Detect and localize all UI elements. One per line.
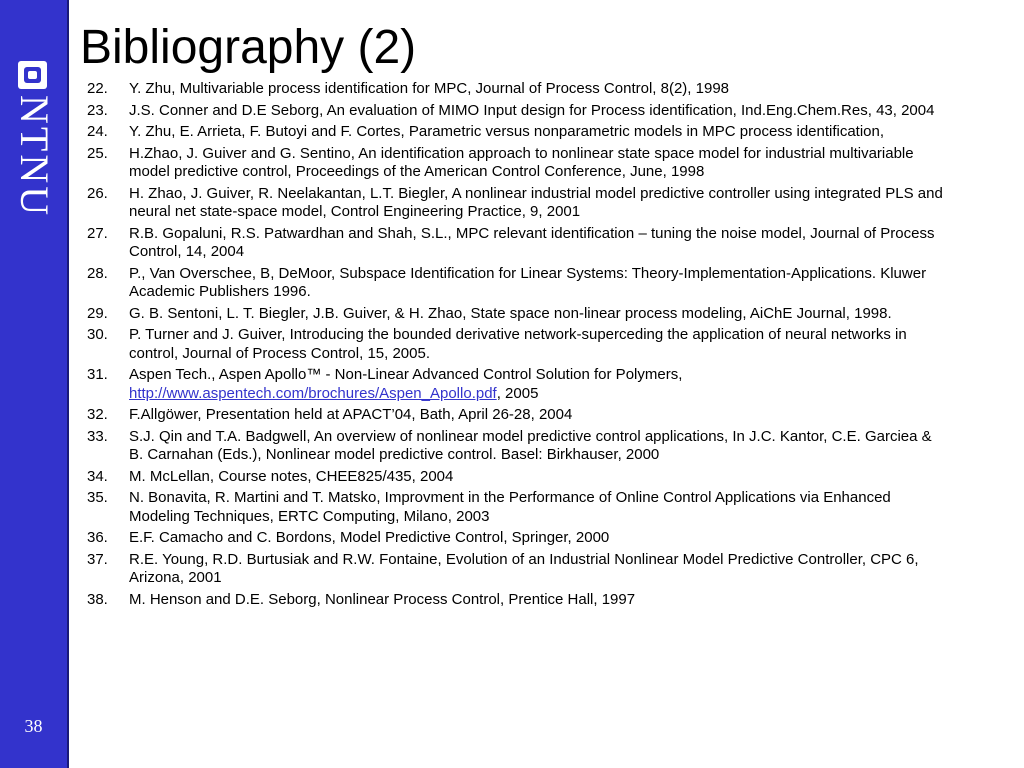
reference-number: 34. xyxy=(87,467,108,485)
reference-item xyxy=(87,185,947,222)
page-number: 38 xyxy=(24,716,43,736)
reference-citation: R.B. Gopaluni, R.S. Patwardhan and Shah, S.L., MPC relevant identification – tuning the noise model, Journal of Process Control, 14, 2004 xyxy=(129,224,935,260)
reference-citation: G. B. Sentoni, L. T. Biegler, J.B. Guiver, & H. Zhao, State space non-linear process modeling, AiChE Journal, 1998. xyxy=(129,304,892,322)
reference-text xyxy=(129,80,947,99)
reference-number: 30. xyxy=(87,326,108,343)
reference-number: 24. xyxy=(87,123,108,140)
reference-text xyxy=(129,145,947,182)
reference-citation: Y. Zhu, Multivariable process identification for MPC, Journal of Process Control, 8(2), 1998 xyxy=(129,80,729,97)
reference-item xyxy=(87,428,947,465)
reference-number: 37. xyxy=(87,550,108,568)
reference-citation: M. Henson and D.E. Seborg, Nonlinear Process Control, Prentice Hall, 1997 xyxy=(129,590,636,608)
reference-citation: Aspen Tech., Aspen Apollo™ - Non-Linear Advanced Control Solution for Polymers, xyxy=(129,366,683,383)
reference-item xyxy=(87,265,947,302)
reference-item xyxy=(87,551,947,588)
reference-citation: E.F. Camacho and C. Bordons, Model Predictive Control, Springer, 2000 xyxy=(129,529,610,546)
reference-item xyxy=(87,591,947,610)
reference-citation: Y. Zhu, E. Arrieta, F. Butoyi and F. Cortes, Parametric versus nonparametric models in MPC process identification, xyxy=(129,123,885,140)
reference-citation: S.J. Qin and T.A. Badgwell, An overview of nonlinear model predictive control applications, In J.C. Kantor, C.E. Garciea & B. Carnahan (Eds.), Nonlinear model predictive control. Basel: Birkhauser, 2000 xyxy=(129,427,932,463)
reference-text xyxy=(129,529,947,548)
reference-item xyxy=(87,225,947,262)
reference-number: 25. xyxy=(87,144,108,162)
reference-number: 27. xyxy=(87,224,108,242)
reference-item xyxy=(87,326,947,363)
reference-item xyxy=(87,529,947,548)
reference-text xyxy=(129,366,947,403)
reference-citation: M. McLellan, Course notes, CHEE825/435, 2004 xyxy=(129,467,454,485)
reference-item xyxy=(87,102,947,121)
reference-number: 22. xyxy=(87,80,108,97)
reference-item xyxy=(87,406,947,425)
reference-citation: H.Zhao, J. Guiver and G. Sentino, An identification approach to nonlinear state space model for industrial multivariable model predictive control, Proceedings of the American Control Conference, June, 1998 xyxy=(129,144,914,180)
reference-citation: J.S. Conner and D.E Seborg, An evaluation of MIMO Input design for Process identification, Ind.Eng.Chem.Res, 43, 2004 xyxy=(129,101,935,119)
reference-text xyxy=(129,123,947,142)
ntnu-logo-icon xyxy=(18,61,47,89)
ntnu-logo-text: NTNU xyxy=(12,95,57,219)
reference-number: 38. xyxy=(87,590,108,608)
reference-text xyxy=(129,468,947,487)
reference-item xyxy=(87,366,947,403)
reference-item xyxy=(87,305,947,324)
reference-number: 29. xyxy=(87,304,108,322)
reference-item xyxy=(87,489,947,526)
reference-text xyxy=(129,406,947,425)
reference-number: 26. xyxy=(87,184,108,202)
reference-number: 35. xyxy=(87,489,108,506)
reference-item xyxy=(87,145,947,182)
reference-text xyxy=(129,551,947,588)
reference-item xyxy=(87,468,947,487)
reference-citation: P., Van Overschee, B, DeMoor, Subspace Identification for Linear Systems: Theory-Implementation-Applications. Kluwer Academic Publishers 1996. xyxy=(129,264,927,300)
reference-list xyxy=(87,80,947,612)
reference-text xyxy=(129,305,947,324)
reference-item xyxy=(87,123,947,142)
reference-item xyxy=(87,80,947,99)
reference-number: 36. xyxy=(87,529,108,546)
reference-citation: N. Bonavita, R. Martini and T. Matsko, Improvment in the Performance of Online Control Applications via Enhanced Modeling Techniques, ERTC Computing, Milano, 2003 xyxy=(129,489,891,525)
sidebar-divider xyxy=(67,0,69,768)
reference-number: 31. xyxy=(87,366,108,383)
reference-text xyxy=(129,225,947,262)
reference-number: 32. xyxy=(87,406,108,423)
reference-number: 28. xyxy=(87,264,108,282)
reference-text xyxy=(129,185,947,222)
sidebar xyxy=(0,0,67,768)
reference-text xyxy=(129,428,947,465)
reference-text xyxy=(129,326,947,363)
reference-citation: F.Allgöwer, Presentation held at APACT’04, Bath, April 26-28, 2004 xyxy=(129,406,573,423)
reference-citation: R.E. Young, R.D. Burtusiak and R.W. Fontaine, Evolution of an Industrial Nonlinear Model Predictive Controller, CPC 6, Arizona, 2001 xyxy=(129,550,919,586)
slide-title: Bibliography (2) xyxy=(80,21,417,74)
reference-citation: P. Turner and J. Guiver, Introducing the bounded derivative network-superceding the application of neural networks in control, Journal of Process Control, 15, 2005. xyxy=(129,326,907,362)
reference-number: 33. xyxy=(87,427,108,445)
reference-suffix: , 2005 xyxy=(496,384,539,402)
reference-citation: H. Zhao, J. Guiver, R. Neelakantan, L.T. Biegler, A nonlinear industrial model predictive controller using integrated PLS and neural net state-space model, Control Engineering Practice, 9, 2001 xyxy=(129,184,943,220)
reference-text xyxy=(129,591,947,610)
reference-link[interactable]: http://www.aspentech.com/brochures/Aspen_Apollo.pdf xyxy=(129,384,497,402)
reference-text xyxy=(129,265,947,302)
reference-number: 23. xyxy=(87,101,108,119)
reference-text xyxy=(129,489,947,526)
reference-text xyxy=(129,102,947,121)
